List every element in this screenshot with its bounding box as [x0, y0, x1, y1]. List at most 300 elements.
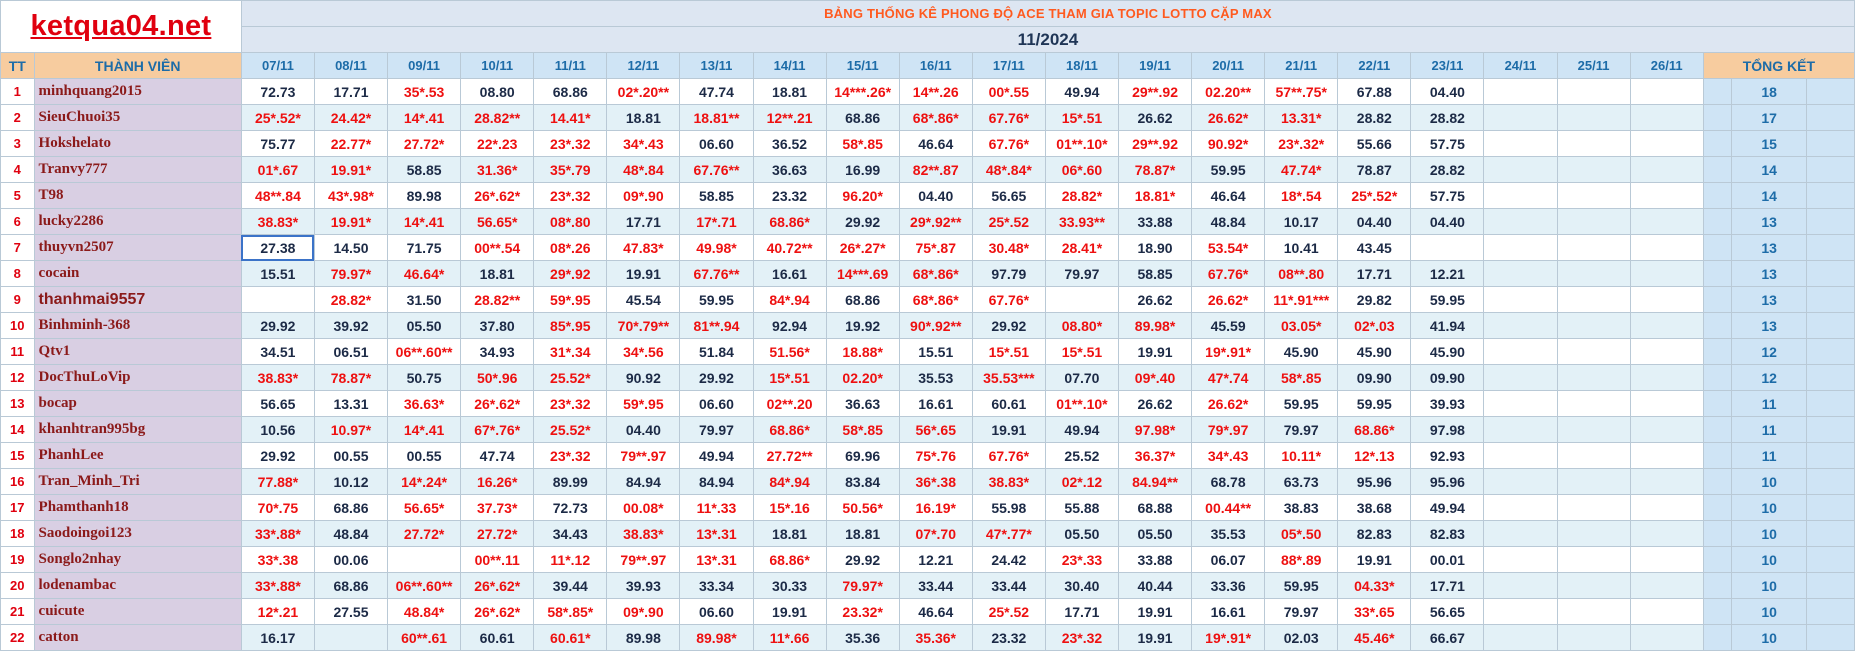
score-cell[interactable]: 59.95 — [680, 287, 753, 313]
score-cell[interactable]: 55.98 — [972, 495, 1045, 521]
score-cell[interactable]: 25*.52 — [972, 209, 1045, 235]
score-cell[interactable]: 26.62 — [1118, 391, 1191, 417]
score-cell[interactable]: 00.55 — [388, 443, 461, 469]
score-cell[interactable]: 10.41 — [1265, 235, 1338, 261]
score-cell[interactable] — [1630, 599, 1703, 625]
total-cell[interactable]: 11 — [1732, 391, 1806, 417]
score-cell[interactable]: 72.73 — [534, 495, 607, 521]
score-cell[interactable]: 68.86* — [753, 417, 826, 443]
score-cell[interactable]: 04.40 — [1338, 209, 1411, 235]
score-cell[interactable]: 30.48* — [972, 235, 1045, 261]
score-cell[interactable]: 12*.13 — [1338, 443, 1411, 469]
score-cell[interactable]: 10.12 — [314, 469, 387, 495]
score-cell[interactable]: 97.98 — [1411, 417, 1484, 443]
score-cell[interactable]: 26*.27* — [826, 235, 899, 261]
score-cell[interactable]: 39.44 — [534, 573, 607, 599]
score-cell[interactable]: 97.79 — [972, 261, 1045, 287]
member-name[interactable]: thuyvn2507 — [34, 235, 241, 261]
score-cell[interactable]: 13*.31 — [680, 547, 753, 573]
score-cell[interactable]: 22*.23 — [461, 131, 534, 157]
score-cell[interactable] — [1484, 599, 1557, 625]
score-cell[interactable]: 79.97* — [826, 573, 899, 599]
score-cell[interactable]: 36.63 — [826, 391, 899, 417]
score-cell[interactable]: 68.86 — [314, 495, 387, 521]
score-cell[interactable]: 78.87 — [1338, 157, 1411, 183]
member-name[interactable]: Qtv1 — [34, 339, 241, 365]
score-cell[interactable]: 68.86 — [826, 287, 899, 313]
score-cell[interactable]: 92.93 — [1411, 443, 1484, 469]
score-cell[interactable]: 13.31* — [1265, 105, 1338, 131]
score-cell[interactable]: 57.75 — [1411, 131, 1484, 157]
score-cell[interactable] — [1484, 79, 1557, 105]
score-cell[interactable]: 59.95 — [1338, 391, 1411, 417]
score-cell[interactable]: 25*.52 — [972, 599, 1045, 625]
score-cell[interactable]: 38.68 — [1338, 495, 1411, 521]
score-cell[interactable]: 50.75 — [388, 365, 461, 391]
score-cell[interactable]: 71.75 — [388, 235, 461, 261]
score-cell[interactable]: 13*.31 — [680, 521, 753, 547]
score-cell[interactable]: 08.80 — [461, 79, 534, 105]
total-cell[interactable]: 12 — [1732, 339, 1806, 365]
total-cell[interactable]: 14 — [1732, 157, 1806, 183]
score-cell[interactable]: 28.82** — [461, 105, 534, 131]
score-cell[interactable]: 68.86* — [753, 209, 826, 235]
score-cell[interactable]: 48.84* — [388, 599, 461, 625]
score-cell[interactable]: 68.86 — [826, 105, 899, 131]
score-cell[interactable]: 25.52 — [1045, 443, 1118, 469]
score-cell[interactable] — [1630, 495, 1703, 521]
score-cell[interactable] — [1484, 183, 1557, 209]
score-cell[interactable]: 19.91* — [314, 157, 387, 183]
score-cell[interactable]: 36*.38 — [899, 469, 972, 495]
score-cell[interactable] — [1630, 521, 1703, 547]
score-cell[interactable]: 10.11* — [1265, 443, 1338, 469]
score-cell[interactable]: 04.40 — [899, 183, 972, 209]
member-name[interactable]: lucky2286 — [34, 209, 241, 235]
score-cell[interactable]: 12.21 — [1411, 261, 1484, 287]
score-cell[interactable]: 34*.56 — [607, 339, 680, 365]
score-cell[interactable]: 63.73 — [1265, 469, 1338, 495]
score-cell[interactable]: 59.95 — [1411, 287, 1484, 313]
score-cell[interactable] — [1557, 235, 1630, 261]
score-cell[interactable]: 49.94 — [1045, 417, 1118, 443]
member-name[interactable]: Hokshelato — [34, 131, 241, 157]
score-cell[interactable]: 68.88 — [1118, 495, 1191, 521]
score-cell[interactable]: 29*.92** — [899, 209, 972, 235]
score-cell[interactable]: 56*.65 — [899, 417, 972, 443]
score-cell[interactable]: 23*.32 — [1045, 625, 1118, 651]
score-cell[interactable]: 25*.52* — [241, 105, 314, 131]
score-cell[interactable]: 82**.87 — [899, 157, 972, 183]
total-cell[interactable]: 11 — [1732, 443, 1806, 469]
score-cell[interactable]: 02.03 — [1265, 625, 1338, 651]
score-cell[interactable]: 82.83 — [1411, 521, 1484, 547]
score-cell[interactable]: 28.41* — [1045, 235, 1118, 261]
score-cell[interactable]: 84.94 — [680, 469, 753, 495]
score-cell[interactable]: 05.50 — [1118, 521, 1191, 547]
score-cell[interactable]: 89.98 — [607, 625, 680, 651]
score-cell[interactable]: 35.53 — [1192, 521, 1265, 547]
score-cell[interactable]: 15*.51 — [753, 365, 826, 391]
score-cell[interactable] — [1557, 443, 1630, 469]
score-cell[interactable]: 00.08* — [607, 495, 680, 521]
score-cell[interactable]: 58.85 — [680, 183, 753, 209]
score-cell[interactable]: 43.45 — [1338, 235, 1411, 261]
score-cell[interactable]: 68*.86* — [899, 287, 972, 313]
score-cell[interactable]: 59.95 — [1265, 573, 1338, 599]
score-cell[interactable]: 25.52* — [534, 365, 607, 391]
score-cell[interactable]: 43*.98* — [314, 183, 387, 209]
score-cell[interactable]: 60.61* — [534, 625, 607, 651]
score-cell[interactable]: 23*.32 — [534, 391, 607, 417]
score-cell[interactable]: 38.83 — [1265, 495, 1338, 521]
score-cell[interactable]: 14*.41 — [388, 417, 461, 443]
total-cell[interactable]: 10 — [1732, 547, 1806, 573]
score-cell[interactable] — [1484, 391, 1557, 417]
score-cell[interactable] — [1411, 235, 1484, 261]
score-cell[interactable]: 17.71 — [314, 79, 387, 105]
score-cell[interactable]: 28.82 — [1411, 105, 1484, 131]
score-cell[interactable]: 15*.16 — [753, 495, 826, 521]
score-cell[interactable]: 38.83* — [972, 469, 1045, 495]
score-cell[interactable]: 24.42* — [314, 105, 387, 131]
score-cell[interactable]: 49.94 — [1045, 79, 1118, 105]
score-cell[interactable] — [241, 287, 314, 313]
score-cell[interactable]: 01*.67 — [241, 157, 314, 183]
score-cell[interactable]: 38.83* — [241, 209, 314, 235]
score-cell[interactable]: 77.88* — [241, 469, 314, 495]
score-cell[interactable]: 78.87* — [1118, 157, 1191, 183]
score-cell[interactable]: 33.44 — [899, 573, 972, 599]
score-cell[interactable]: 56.65 — [972, 183, 1045, 209]
total-cell[interactable]: 13 — [1732, 261, 1806, 287]
score-cell[interactable] — [1630, 365, 1703, 391]
score-cell[interactable]: 02**.20 — [753, 391, 826, 417]
score-cell[interactable]: 29.92 — [826, 547, 899, 573]
score-cell[interactable]: 68.86* — [753, 547, 826, 573]
score-cell[interactable]: 60.61 — [972, 391, 1045, 417]
score-cell[interactable]: 95.96 — [1411, 469, 1484, 495]
score-cell[interactable]: 19.91 — [1118, 599, 1191, 625]
score-cell[interactable] — [1630, 183, 1703, 209]
score-cell[interactable]: 68.86 — [314, 573, 387, 599]
score-cell[interactable] — [1630, 157, 1703, 183]
score-cell[interactable]: 23*.32 — [534, 183, 607, 209]
score-cell[interactable]: 23*.32 — [534, 131, 607, 157]
score-cell[interactable]: 45.90 — [1411, 339, 1484, 365]
score-cell[interactable]: 75*.87 — [899, 235, 972, 261]
score-cell[interactable]: 67.88 — [1338, 79, 1411, 105]
score-cell[interactable]: 15*.51 — [972, 339, 1045, 365]
score-cell[interactable] — [1484, 469, 1557, 495]
score-cell[interactable]: 19.91 — [1338, 547, 1411, 573]
score-cell[interactable]: 33*.88* — [241, 573, 314, 599]
score-cell[interactable] — [1557, 365, 1630, 391]
score-cell[interactable]: 18.88* — [826, 339, 899, 365]
score-cell[interactable]: 68.78 — [1192, 469, 1265, 495]
score-cell[interactable]: 47.74* — [1265, 157, 1338, 183]
score-cell[interactable] — [1630, 417, 1703, 443]
score-cell[interactable]: 50*.96 — [461, 365, 534, 391]
score-cell[interactable]: 28.82 — [1411, 157, 1484, 183]
score-cell[interactable]: 26*.62* — [461, 599, 534, 625]
score-cell[interactable]: 06**.60** — [388, 573, 461, 599]
score-cell[interactable]: 58*.85 — [826, 131, 899, 157]
score-cell[interactable]: 15.51 — [241, 261, 314, 287]
score-cell[interactable] — [1484, 339, 1557, 365]
member-name[interactable]: lodenambac — [34, 573, 241, 599]
score-cell[interactable]: 59.95 — [1192, 157, 1265, 183]
score-cell[interactable] — [1484, 495, 1557, 521]
score-cell[interactable]: 03.05* — [1265, 313, 1338, 339]
score-cell[interactable] — [1557, 209, 1630, 235]
score-cell[interactable]: 47*.77* — [972, 521, 1045, 547]
score-cell[interactable]: 56.65 — [241, 391, 314, 417]
score-cell[interactable]: 26.62* — [1192, 287, 1265, 313]
score-cell[interactable]: 36.52 — [753, 131, 826, 157]
score-cell[interactable]: 92.94 — [753, 313, 826, 339]
score-cell[interactable]: 06.07 — [1192, 547, 1265, 573]
score-cell[interactable]: 30.33 — [753, 573, 826, 599]
score-cell[interactable]: 89.98* — [680, 625, 753, 651]
score-cell[interactable] — [388, 547, 461, 573]
score-cell[interactable]: 79.97 — [1045, 261, 1118, 287]
score-cell[interactable]: 25*.52* — [1338, 183, 1411, 209]
score-cell[interactable] — [1630, 391, 1703, 417]
score-cell[interactable]: 84*.94 — [753, 469, 826, 495]
score-cell[interactable]: 26*.62* — [461, 391, 534, 417]
score-cell[interactable]: 46.64 — [899, 131, 972, 157]
score-cell[interactable]: 14.50 — [314, 235, 387, 261]
score-cell[interactable]: 07.70 — [1045, 365, 1118, 391]
score-cell[interactable]: 48*.84* — [972, 157, 1045, 183]
score-cell[interactable]: 40.44 — [1118, 573, 1191, 599]
score-cell[interactable]: 09.90 — [1338, 365, 1411, 391]
score-cell[interactable]: 47.74 — [680, 79, 753, 105]
score-cell[interactable]: 08.80* — [1045, 313, 1118, 339]
score-cell[interactable]: 53.54* — [1192, 235, 1265, 261]
score-cell[interactable]: 50.56* — [826, 495, 899, 521]
member-name[interactable]: Songlo2nhay — [34, 547, 241, 573]
score-cell[interactable]: 33.93** — [1045, 209, 1118, 235]
score-cell[interactable]: 58*.85* — [534, 599, 607, 625]
score-cell[interactable]: 56.65* — [388, 495, 461, 521]
score-cell[interactable]: 96.20* — [826, 183, 899, 209]
member-name[interactable]: cocain — [34, 261, 241, 287]
score-cell[interactable]: 11*.66 — [753, 625, 826, 651]
score-cell[interactable]: 12*.21 — [241, 599, 314, 625]
score-cell[interactable] — [1630, 339, 1703, 365]
score-cell[interactable]: 38.83* — [241, 365, 314, 391]
score-cell[interactable]: 27.38 — [241, 235, 314, 261]
score-cell[interactable]: 08*.26 — [534, 235, 607, 261]
score-cell[interactable] — [1557, 391, 1630, 417]
total-cell[interactable]: 13 — [1732, 235, 1806, 261]
score-cell[interactable]: 18.81 — [826, 521, 899, 547]
score-cell[interactable] — [1557, 417, 1630, 443]
score-cell[interactable]: 67.76** — [680, 261, 753, 287]
score-cell[interactable]: 46.64* — [388, 261, 461, 287]
member-name[interactable]: Saodoingoi123 — [34, 521, 241, 547]
score-cell[interactable]: 16.61 — [899, 391, 972, 417]
score-cell[interactable] — [1484, 417, 1557, 443]
score-cell[interactable]: 49.94 — [1411, 495, 1484, 521]
score-cell[interactable]: 55.66 — [1338, 131, 1411, 157]
score-cell[interactable]: 88*.89 — [1265, 547, 1338, 573]
score-cell[interactable]: 00**.54 — [461, 235, 534, 261]
total-cell[interactable]: 11 — [1732, 417, 1806, 443]
score-cell[interactable]: 55.88 — [1045, 495, 1118, 521]
score-cell[interactable]: 10.97* — [314, 417, 387, 443]
score-cell[interactable]: 79*.97 — [1192, 417, 1265, 443]
score-cell[interactable]: 27.72* — [388, 131, 461, 157]
score-cell[interactable] — [1630, 313, 1703, 339]
score-cell[interactable]: 69.96 — [826, 443, 899, 469]
score-cell[interactable]: 48**.84 — [241, 183, 314, 209]
score-cell[interactable]: 79.97 — [680, 417, 753, 443]
score-cell[interactable]: 14*.41 — [388, 105, 461, 131]
score-cell[interactable] — [1557, 261, 1630, 287]
score-cell[interactable] — [1484, 521, 1557, 547]
score-cell[interactable]: 09*.90 — [607, 599, 680, 625]
score-cell[interactable]: 79.97 — [1265, 599, 1338, 625]
score-cell[interactable]: 29.92 — [241, 443, 314, 469]
score-cell[interactable] — [1557, 521, 1630, 547]
score-cell[interactable] — [1557, 287, 1630, 313]
score-cell[interactable]: 49.98* — [680, 235, 753, 261]
total-cell[interactable]: 17 — [1732, 105, 1806, 131]
score-cell[interactable]: 19.92 — [826, 313, 899, 339]
score-cell[interactable] — [1484, 287, 1557, 313]
score-cell[interactable]: 35*.53 — [388, 79, 461, 105]
score-cell[interactable] — [1557, 339, 1630, 365]
score-cell[interactable]: 02*.12 — [1045, 469, 1118, 495]
score-cell[interactable]: 29**.92 — [1118, 131, 1191, 157]
total-cell[interactable]: 13 — [1732, 313, 1806, 339]
score-cell[interactable]: 04.40 — [607, 417, 680, 443]
score-cell[interactable] — [1484, 261, 1557, 287]
member-name[interactable]: catton — [34, 625, 241, 651]
total-cell[interactable]: 15 — [1732, 131, 1806, 157]
score-cell[interactable]: 41.94 — [1411, 313, 1484, 339]
score-cell[interactable]: 37.80 — [461, 313, 534, 339]
score-cell[interactable]: 15*.51 — [1045, 339, 1118, 365]
score-cell[interactable]: 00.44** — [1192, 495, 1265, 521]
score-cell[interactable]: 45.59 — [1192, 313, 1265, 339]
score-cell[interactable]: 00.55 — [314, 443, 387, 469]
score-cell[interactable]: 29*.92 — [534, 261, 607, 287]
score-cell[interactable]: 48.84 — [1192, 209, 1265, 235]
score-cell[interactable]: 27.72* — [461, 521, 534, 547]
score-cell[interactable]: 19*.91* — [1192, 625, 1265, 651]
score-cell[interactable]: 67.76* — [972, 105, 1045, 131]
score-cell[interactable] — [1630, 547, 1703, 573]
score-cell[interactable] — [1557, 79, 1630, 105]
score-cell[interactable]: 16.61 — [1192, 599, 1265, 625]
score-cell[interactable]: 23.32* — [826, 599, 899, 625]
score-cell[interactable]: 75*.76 — [899, 443, 972, 469]
score-cell[interactable]: 70*.79** — [607, 313, 680, 339]
score-cell[interactable]: 06**.60** — [388, 339, 461, 365]
score-cell[interactable]: 84.94 — [607, 469, 680, 495]
score-cell[interactable]: 67.76* — [972, 443, 1045, 469]
score-cell[interactable]: 35.36 — [826, 625, 899, 651]
score-cell[interactable]: 07*.70 — [899, 521, 972, 547]
score-cell[interactable]: 36.63* — [388, 391, 461, 417]
score-cell[interactable]: 28.82* — [1045, 183, 1118, 209]
score-cell[interactable]: 14***.26* — [826, 79, 899, 105]
score-cell[interactable]: 35.53*** — [972, 365, 1045, 391]
member-name[interactable]: SieuChuoi35 — [34, 105, 241, 131]
score-cell[interactable]: 15*.51 — [1045, 105, 1118, 131]
score-cell[interactable]: 19.91* — [314, 209, 387, 235]
score-cell[interactable]: 25.52* — [534, 417, 607, 443]
total-cell[interactable]: 10 — [1732, 469, 1806, 495]
member-name[interactable]: Tran_Minh_Tri — [34, 469, 241, 495]
score-cell[interactable]: 46.64 — [1192, 183, 1265, 209]
score-cell[interactable]: 59.95 — [1265, 391, 1338, 417]
site-logo[interactable] — [1, 1, 242, 53]
score-cell[interactable]: 67.76** — [680, 157, 753, 183]
score-cell[interactable]: 59*.95 — [534, 287, 607, 313]
score-cell[interactable]: 01**.10* — [1045, 131, 1118, 157]
score-cell[interactable]: 34*.43 — [607, 131, 680, 157]
score-cell[interactable]: 05.50 — [388, 313, 461, 339]
score-cell[interactable]: 67.76* — [972, 131, 1045, 157]
score-cell[interactable]: 18.81 — [607, 105, 680, 131]
score-cell[interactable] — [1630, 79, 1703, 105]
member-name[interactable]: Phamthanh18 — [34, 495, 241, 521]
score-cell[interactable]: 60.61 — [461, 625, 534, 651]
score-cell[interactable]: 19.91 — [972, 417, 1045, 443]
score-cell[interactable]: 19*.91* — [1192, 339, 1265, 365]
score-cell[interactable]: 68*.86* — [899, 261, 972, 287]
score-cell[interactable]: 84*.94 — [753, 287, 826, 313]
score-cell[interactable]: 23.32 — [972, 625, 1045, 651]
score-cell[interactable]: 47.83* — [607, 235, 680, 261]
score-cell[interactable]: 58*.85 — [826, 417, 899, 443]
score-cell[interactable]: 35.36* — [899, 625, 972, 651]
score-cell[interactable]: 28.82** — [461, 287, 534, 313]
score-cell[interactable] — [1630, 287, 1703, 313]
score-cell[interactable]: 82.83 — [1338, 521, 1411, 547]
score-cell[interactable]: 02*.20** — [607, 79, 680, 105]
member-name[interactable]: Binhminh-368 — [34, 313, 241, 339]
score-cell[interactable]: 95.96 — [1338, 469, 1411, 495]
score-cell[interactable]: 14**.26 — [899, 79, 972, 105]
score-cell[interactable]: 57.75 — [1411, 183, 1484, 209]
score-cell[interactable]: 19.91 — [1118, 625, 1191, 651]
score-cell[interactable] — [1484, 209, 1557, 235]
score-cell[interactable]: 29.92 — [972, 313, 1045, 339]
score-cell[interactable]: 78.87* — [314, 365, 387, 391]
member-name[interactable]: minhquang2015 — [34, 79, 241, 105]
total-cell[interactable]: 10 — [1732, 599, 1806, 625]
score-cell[interactable] — [1630, 469, 1703, 495]
score-cell[interactable]: 18.81 — [461, 261, 534, 287]
score-cell[interactable] — [1557, 573, 1630, 599]
score-cell[interactable] — [1045, 287, 1118, 313]
score-cell[interactable]: 06*.60 — [1045, 157, 1118, 183]
score-cell[interactable]: 37.73* — [461, 495, 534, 521]
score-cell[interactable]: 17.71 — [607, 209, 680, 235]
score-cell[interactable]: 16.99 — [826, 157, 899, 183]
score-cell[interactable]: 33.36 — [1192, 573, 1265, 599]
score-cell[interactable] — [1484, 443, 1557, 469]
score-cell[interactable]: 26.62 — [1118, 287, 1191, 313]
score-cell[interactable]: 47*.74 — [1192, 365, 1265, 391]
member-name[interactable]: Tranvy777 — [34, 157, 241, 183]
